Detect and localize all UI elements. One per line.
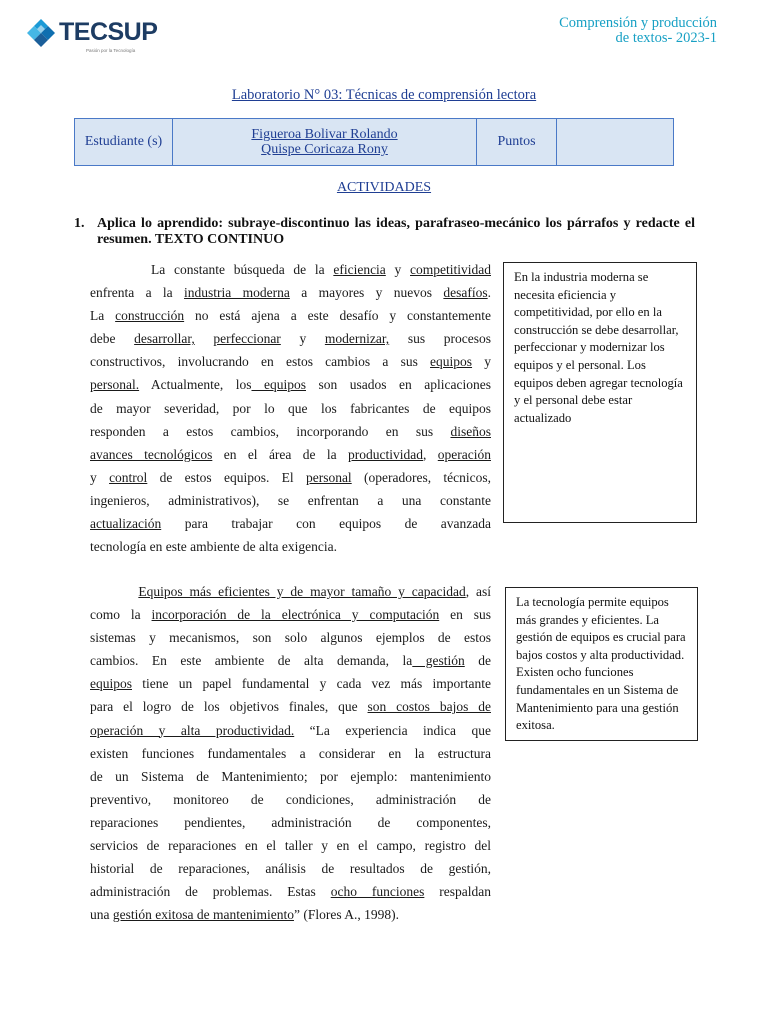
points-value-cell: [557, 119, 674, 166]
tecsup-diamond-icon: [26, 18, 56, 48]
underlined-idea: operación: [437, 446, 491, 462]
paragraph-line: una gestión exitosa de mantenimiento” (Flores A., 1998).: [90, 907, 399, 923]
student-info-table: [74, 118, 674, 166]
underlined-idea: diseños: [450, 423, 491, 439]
underlined-idea: ocho funciones: [330, 884, 425, 900]
instruction-item: [74, 216, 695, 248]
underlined-idea: incorporación de la electrónica y computación: [151, 607, 440, 623]
underlined-idea: competitividad: [410, 262, 491, 277]
underlined-idea: industria moderna: [184, 285, 290, 301]
paragraph-line: existen funciones fundamentales a considerar en la estructura: [90, 745, 491, 761]
underlined-idea: construcción: [115, 308, 185, 324]
paragraph-line: enfrenta a la industria moderna a mayores y nuevos desafíos.: [90, 285, 491, 301]
logo-tagline: Pasión por la Tecnología: [86, 48, 136, 53]
paragraph-line: de un Sistema de Mantenimiento; por ejemplo: mantenimiento: [90, 768, 491, 784]
activities-heading: ACTIVIDADES: [336, 180, 432, 195]
paragraph-line: reparaciones pendientes, administración de componentes,: [90, 814, 491, 830]
student-names-cell: [173, 119, 477, 166]
underlined-idea: gestión exitosa de mantenimiento: [112, 907, 294, 923]
underlined-idea: equipos: [90, 676, 132, 692]
underlined-idea: productividad: [348, 446, 424, 462]
paragraph-line: como la incorporación de la electrónica y computación en sus: [90, 607, 491, 623]
paragraph-line: operación y alta productividad. “La experiencia indica que: [90, 722, 491, 738]
paragraph-line: ingenieros, administrativos), se enfrentan a una constante: [90, 492, 491, 508]
student-name-2: Quispe Coricaza Rony: [261, 142, 388, 157]
paragraph-line: constructivos, involucrando en estos cambios a sus equipos y: [90, 354, 491, 370]
paragraph-line: para el logro de los objetivos finales, que son costos bajos de: [90, 699, 491, 715]
paragraph-line: equipos tiene un papel fundamental y cada vez más importante: [90, 676, 491, 692]
paragraph-line: sistemas y mecanismos, son solo algunos ejemplos de estos: [90, 630, 491, 646]
underlined-idea: operación y alta productividad.: [90, 722, 295, 738]
paragraph-line: responden a estos cambios, incorporando en sus diseños: [90, 423, 491, 439]
course-title-line1: Comprensión y producción: [559, 15, 717, 31]
reading-paragraph-1: [90, 258, 491, 558]
paragraph-line: cambios. En este ambiente de alta demanda, la gestión de: [90, 653, 491, 669]
paragraph-line: La construcción no está ajena a este desafío y constantemente: [90, 308, 491, 324]
underlined-idea: actualización: [90, 516, 162, 532]
underlined-idea: gestión: [412, 653, 465, 669]
underlined-idea: perfeccionar: [213, 331, 281, 347]
paragraph-line: preventivo, monitoreo de condiciones, administración de: [90, 791, 491, 807]
underlined-idea: personal.: [90, 377, 140, 393]
paragraph-line: administración de problemas. Estas ocho funciones respaldan: [90, 884, 491, 900]
tecsup-logo: [26, 16, 156, 56]
paragraph-line: tecnología en este ambiente de alta exigencia.: [90, 539, 338, 555]
summary-box-2: La tecnología permite equipos más grandes y eficientes. La gestión de equipos es crucial para bajos costos y alta productividad. Existen ocho funciones fundamentales en un Sistema de Mantenimiento para una gestión exitosa.: [505, 587, 698, 741]
logo-wordmark: TECSUP: [59, 18, 158, 46]
summary-box-1: En la industria moderna se necesita eficiencia y competitividad, por ello en la construcción se debe desarrollar, perfeccionar y modernizar los equipos y el personal. Los equipos deben agregar tecnología y el personal debe estar actualizado: [503, 262, 697, 523]
instruction-text: Aplica lo aprendido: subraye-discontinuo las ideas, parafraseo-mecánico los párrafos y redacte el resumen. TEXTO CONTINUO: [97, 216, 695, 247]
paragraph-line: historial de reparaciones, análisis de resultados de gestión,: [90, 861, 491, 877]
paragraph-line: debe desarrollar, perfeccionar y modernizar, sus procesos: [90, 331, 491, 347]
paragraph-line: actualización para trabajar con equipos de avanzada: [90, 516, 491, 532]
instruction-number: 1.: [74, 216, 85, 231]
underlined-idea: avances tecnológicos: [90, 446, 213, 462]
underlined-idea: desarrollar,: [134, 331, 195, 347]
underlined-idea: Equipos más eficientes y de mayor tamaño y capacidad: [138, 584, 466, 599]
paragraph-line: Equipos más eficientes y de mayor tamaño y capacidad, así: [138, 584, 491, 599]
paragraph-line: La constante búsqueda de la eficiencia y competitividad: [90, 262, 491, 277]
underlined-idea: son costos bajos de: [367, 699, 491, 715]
course-title-line2: de textos- 2023-1: [615, 30, 717, 46]
underlined-idea: desafíos: [443, 285, 488, 301]
underlined-idea: personal: [305, 469, 352, 485]
lab-title: Laboratorio N° 03: Técnicas de comprensión lectora: [231, 87, 537, 103]
student-label-cell: Estudiante (s): [75, 119, 173, 166]
underlined-idea: eficiencia: [333, 262, 386, 277]
paragraph-line: y control de estos equipos. El personal (operadores, técnicos,: [90, 469, 491, 485]
paragraph-line: servicios de reparaciones en el taller y en el campo, registro del: [90, 838, 491, 854]
course-title: [559, 16, 717, 46]
underlined-idea: modernizar,: [324, 331, 390, 347]
underlined-idea: equipos: [430, 354, 473, 370]
paragraph-line: avances tecnológicos en el área de la productividad, operación: [90, 446, 491, 462]
paragraph-line: personal. Actualmente, los equipos son usados en aplicaciones: [90, 377, 491, 393]
underlined-idea: control: [109, 469, 148, 485]
points-label-cell: Puntos: [477, 119, 557, 166]
student-name-1: Figueroa Bolivar Rolando: [251, 127, 398, 142]
underlined-idea: equipos: [251, 377, 306, 393]
paragraph-line: de mayor severidad, por lo que los fabricantes de equipos: [90, 400, 491, 416]
reading-paragraph-2: [90, 580, 491, 926]
